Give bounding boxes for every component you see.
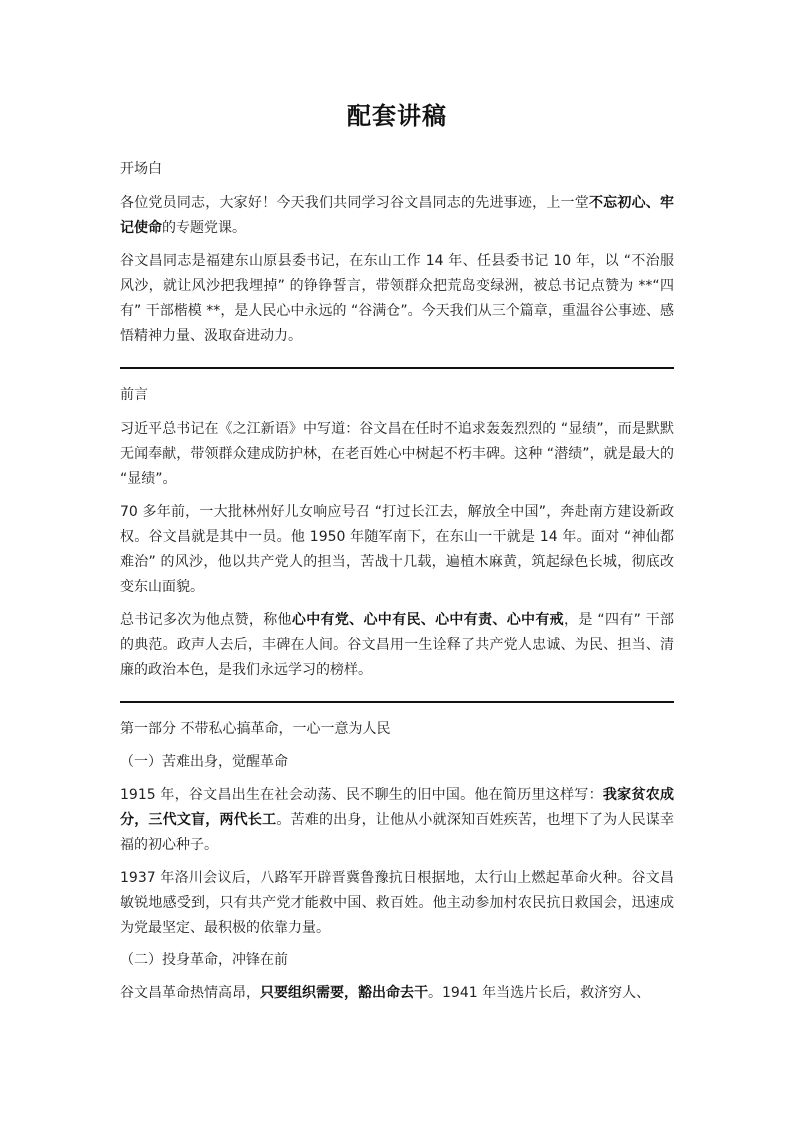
section-label-preface: 前言 [120,387,148,403]
bold-text: 只要组织需要，豁出命去干 [260,985,428,1001]
text: 的专题党课。 [162,220,246,236]
text: 。苦难的出身，让他从小就深知百姓疾苦，也埋下了为人民谋幸福的初心种子。 [120,812,675,853]
paragraph-preface-2: 70 多年前，一大批林州好儿女响应号召 “打过长江去，解放全中国”，奔赴南方建设新政权。谷文昌就是其中一员。他 1950 年随军南下，在东山一干就是 14 年。面对 “神仙都难治” 的风沙，他以共产党人的担当，苦战十几载，遍植木麻黄，筑起绿色长城，彻底改变东山面貌。 [120,504,674,595]
paragraph-opening-2: 谷文昌同志是福建东山原县委书记，在东山工作 14 年、任县委书记 10 年，以 “不治服风沙，就让风沙把我埋掉” 的铮铮誓言，带领群众把荒岛变绿洲，被总书记点赞为 **“四有” 干部楷模 **，是人民心中永远的 “谷满仓”。今天我们从三个篇章，重温谷公事迹、感悟精神力量、汲取奋进动力。 [120,253,674,344]
text: 。1941 年当选片长后，救济穷人、 [428,985,651,1001]
paragraph-part1-3 [120,981,674,1006]
text: 1915 年，谷文昌出生在社会动荡、民不聊生的旧中国。他在简历里这样写： [120,787,603,803]
subsection-heading-1: （一）苦难出身，觉醒革命 [120,754,288,770]
paragraph-part1-1 [120,783,674,858]
section-label-part1: 第一部分 不带私心搞革命，一心一意为人民 [120,721,391,737]
text: ，是 “四有” 干部的典范。政声人去后，丰碑在人间。谷文昌用一生诠释了共产党人忠诚、为民、担当、清廉的政治本色，是我们永远学习的榜样。 [120,612,675,678]
section-label-opening: 开场白 [120,161,162,177]
paragraph-opening-1 [120,191,674,241]
bold-text: 不忘初心、牢记使命 [120,195,675,236]
text: 总书记多次为他点赞，称他 [120,612,292,628]
text: 谷文昌革命热情高昂， [120,985,260,1001]
paragraph-preface-1: 习近平总书记在《之江新语》中写道：谷文昌在任时不追求轰轰烈烈的 “显绩”，而是默默无闻奉献，带领群众建成防护林，在老百姓心中树起不朽丰碑。这种 “潜绩”，就是最大的 “显绩”。 [120,421,674,487]
document-title: 配套讲稿 [347,102,447,130]
section-divider [120,701,674,703]
paragraph-part1-2: 1937 年洛川会议后，八路军开辟晋冀鲁豫抗日根据地，太行山上燃起革命火种。谷文昌敏锐地感受到，只有共产党才能救中国、救百姓。他主动参加村农民抗日救国会，迅速成为党最坚定、最积极的依靠力量。 [120,870,674,936]
section-divider [120,367,674,369]
paragraph-preface-3 [120,608,674,683]
text: 各位党员同志，大家好！今天我们共同学习谷文昌同志的先进事迹，上一堂 [120,195,589,211]
bold-text: 心中有党、心中有民、心中有责、心中有戒 [291,612,565,628]
bold-text: 我家贫农成分，三代文盲，两代长工 [120,787,675,828]
subsection-heading-2: （二）投身革命，冲锋在前 [120,952,288,968]
